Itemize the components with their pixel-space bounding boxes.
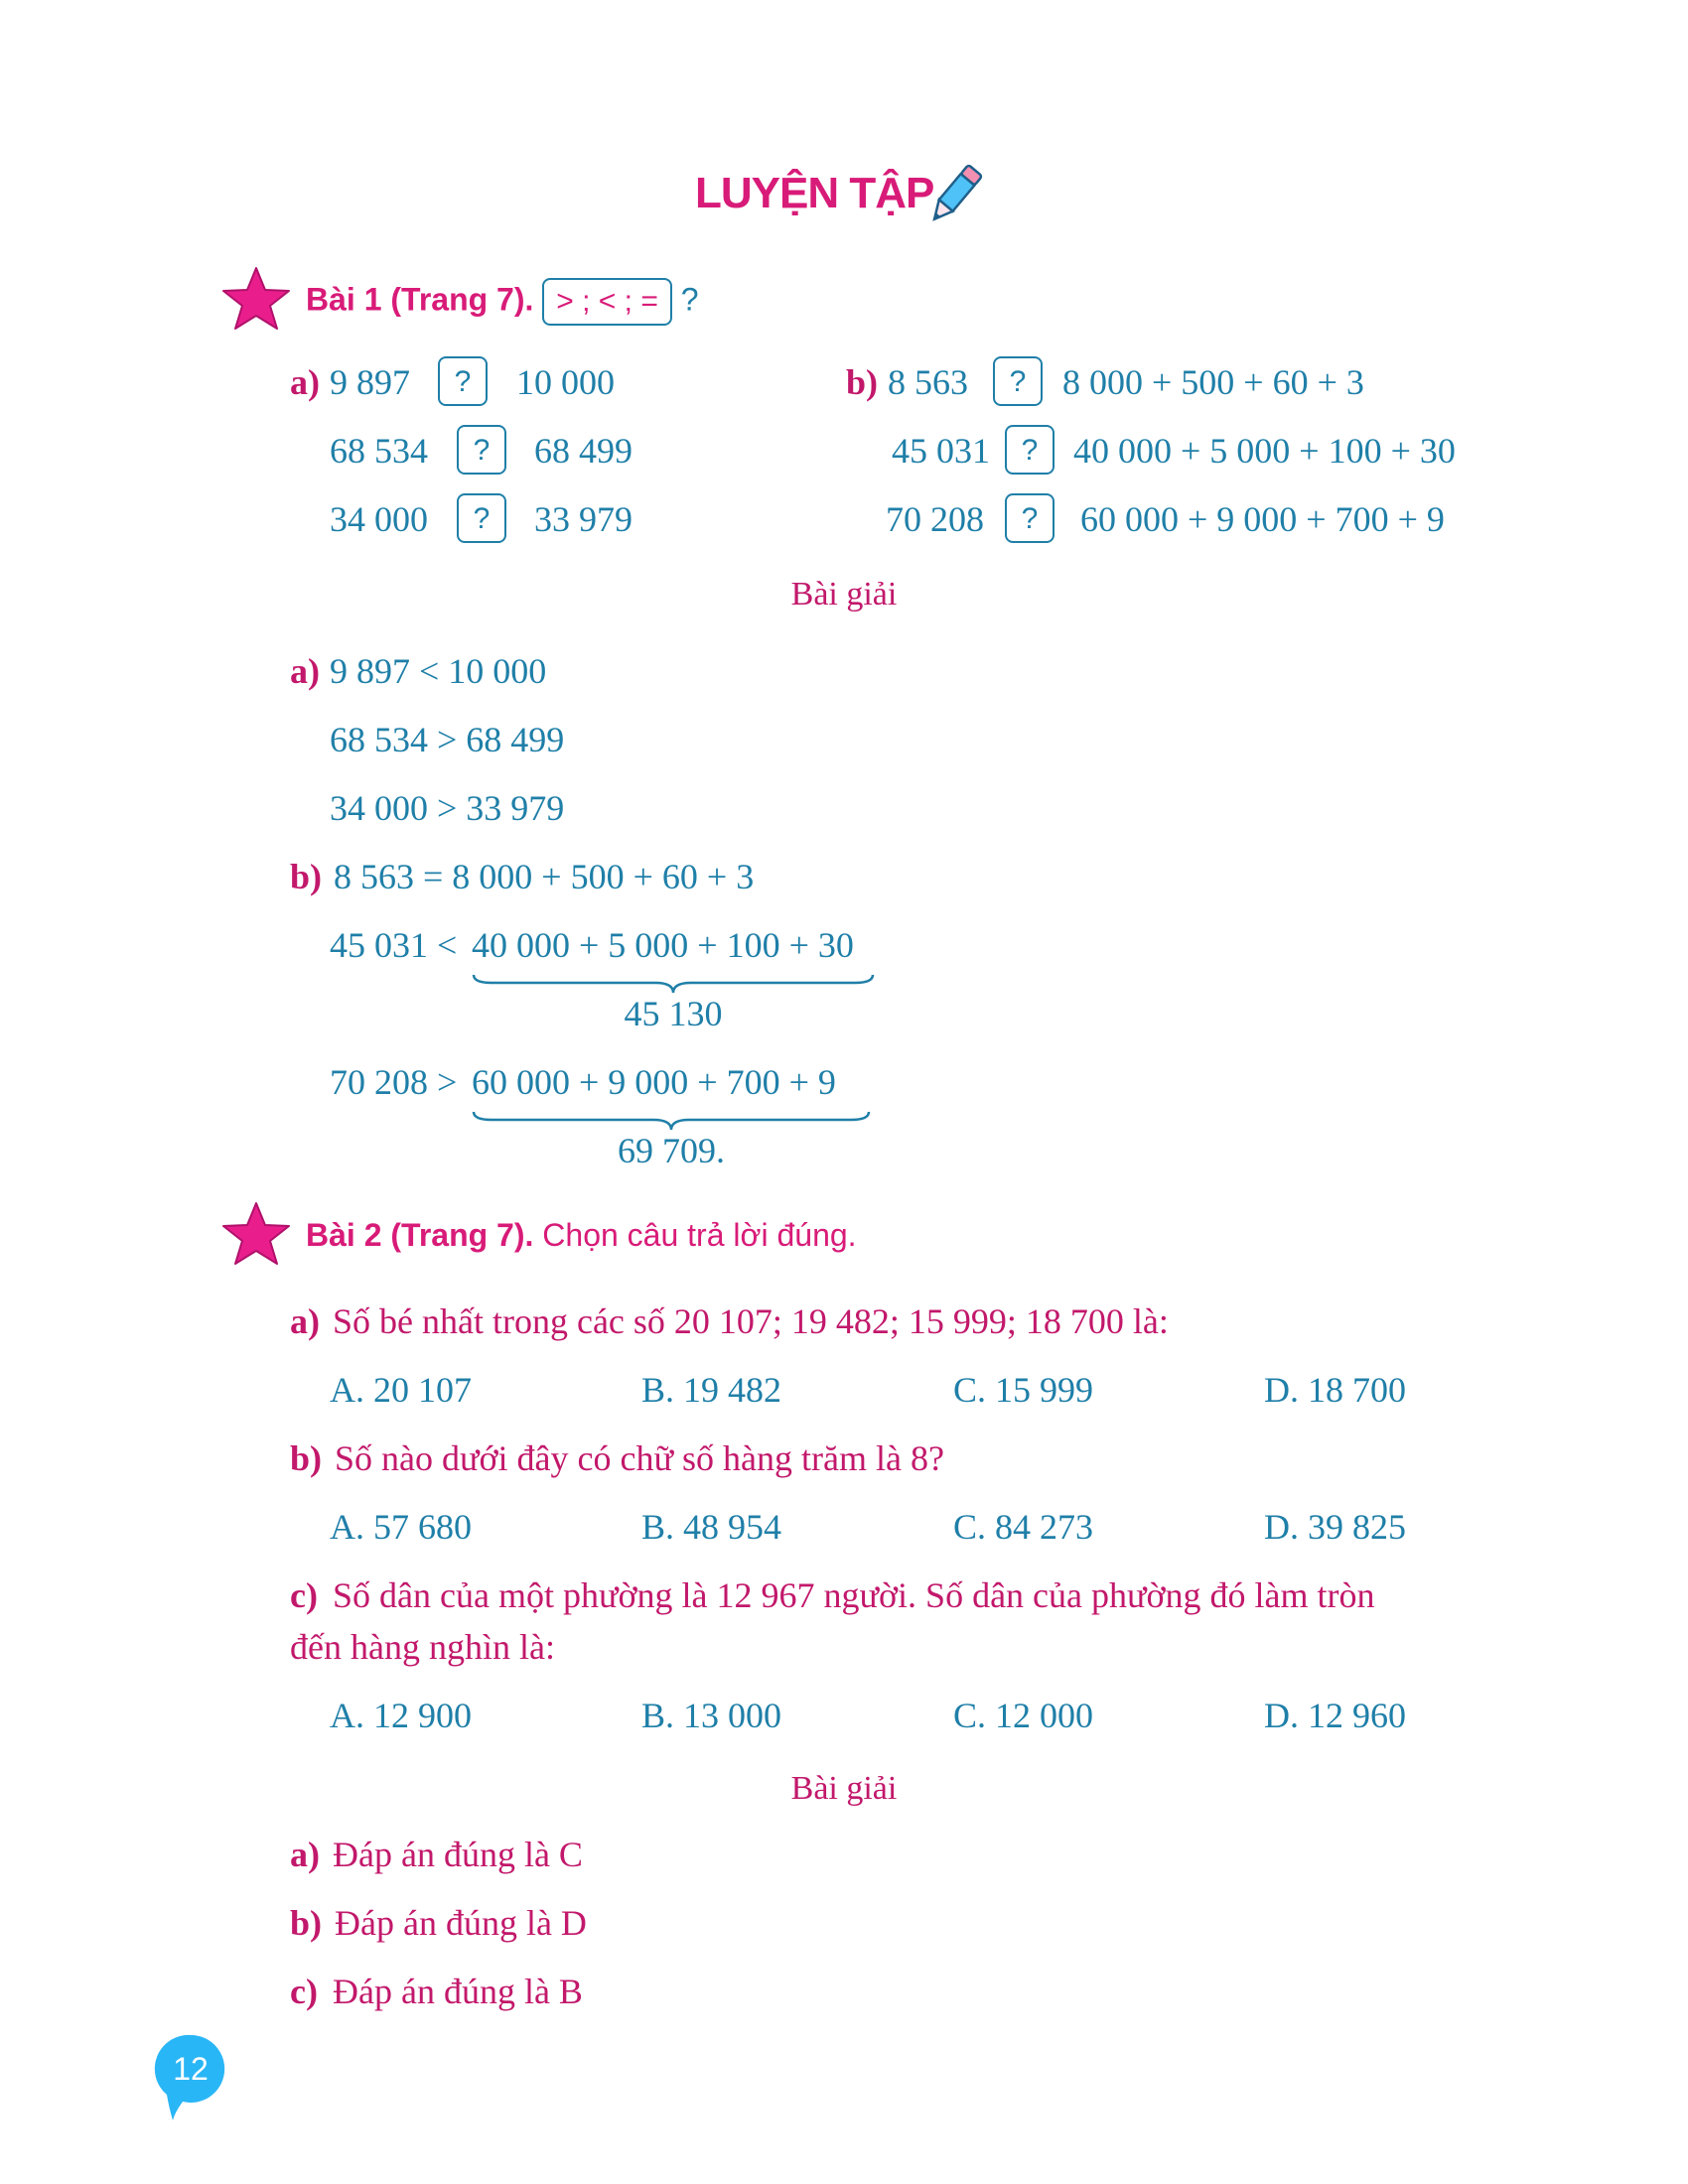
ex1-sol-b-2-total: 45 130 (624, 994, 723, 1033)
ex2-qa-option-c[interactable]: C. 15 999 (953, 1370, 1094, 1410)
ex1-a-row-1-left: 9 897 (330, 362, 410, 402)
page-number: 12 (173, 2051, 209, 2087)
ex2-qa-option-a[interactable]: A. 20 107 (330, 1370, 472, 1410)
comparison-signs-box: > ; < ; = (542, 278, 672, 326)
ex1-a-row-3-right: 33 979 (534, 499, 633, 539)
ex1-b-row-2-right: 40 000 + 5 000 + 100 + 30 (1073, 431, 1456, 471)
ex2-answer-c-label: c) (290, 1972, 318, 2011)
ex2-solution-heading: Bài giải (790, 1770, 898, 1807)
exercise-1-title: Bài 1 (Trang 7). (306, 281, 534, 318)
ex2-qc-option-b[interactable]: B. 13 000 (641, 1696, 782, 1735)
ex1-solution-heading: Bài giải (790, 576, 898, 613)
ex2-qb-option-d[interactable]: D. 39 825 (1264, 1507, 1406, 1547)
ex2-qc-option-a[interactable]: A. 12 900 (330, 1696, 472, 1735)
ex2-answer-b-label: b) (290, 1903, 323, 1943)
pencil-icon (923, 161, 985, 230)
ex1-sol-b-label: b) (290, 857, 323, 896)
ex2-qb-option-a[interactable]: A. 57 680 (330, 1507, 472, 1547)
ex1-sol-a-2: 68 534 > 68 499 (330, 720, 565, 759)
ex1-sol-a-1: 9 897 < 10 000 (330, 651, 547, 691)
ex1-a-row-1-right: 10 000 (516, 362, 615, 402)
ex2-qb-text: Số nào dưới đây có chữ số hàng trăm là 8? (335, 1438, 944, 1478)
ex1-part-a-label: a) (290, 362, 320, 402)
exercise-2-heading (306, 1217, 857, 1254)
ex1-a-row-3-left: 34 000 (330, 499, 428, 539)
ex2-answer-a-label: a) (290, 1835, 320, 1874)
answer-box[interactable]: ? (993, 356, 1043, 406)
ex1-b-row-1-left: 8 563 (888, 362, 968, 402)
ex2-qc-text-line-1: Số dân của một phường là 12 967 người. Số dân của phường đó làm tròn (333, 1575, 1375, 1615)
ex1-b-row-2-left: 45 031 (892, 431, 990, 471)
exercise-1-heading (306, 278, 699, 326)
ex1-sol-b-2-left: 45 031 < (330, 925, 458, 965)
exercise-2-instruction: Chọn câu trả lời đúng. (542, 1217, 857, 1253)
answer-box[interactable]: ? (438, 356, 488, 406)
ex1-b-row-1-right: 8 000 + 500 + 60 + 3 (1062, 362, 1364, 402)
answer-box[interactable]: ? (1005, 425, 1055, 475)
star-icon (220, 1201, 292, 1267)
ex1-sol-a-3: 34 000 > 33 979 (330, 788, 565, 828)
ex1-sol-b-3-total: 69 709. (618, 1131, 725, 1170)
answer-box[interactable]: ? (457, 493, 506, 543)
ex2-qc-option-c[interactable]: C. 12 000 (953, 1696, 1094, 1735)
ex1-sol-b-3-left: 70 208 > (330, 1062, 458, 1102)
exercise-2-title: Bài 2 (Trang 7). (306, 1217, 534, 1253)
ex2-answer-b: Đáp án đúng là D (335, 1903, 587, 1943)
ex1-b-row-3-right: 60 000 + 9 000 + 700 + 9 (1080, 499, 1445, 539)
ex2-qa-text: Số bé nhất trong các số 20 107; 19 482; 15 999; 18 700 là: (333, 1301, 1169, 1341)
ex1-b-row-3-left: 70 208 (886, 499, 984, 539)
ex1-a-row-2-left: 68 534 (330, 431, 428, 471)
exercise-1-question-mark: ? (680, 281, 699, 318)
ex2-qc-text-line-2: đến hàng nghìn là: (290, 1627, 555, 1667)
ex2-qa-label: a) (290, 1301, 320, 1341)
ex2-answer-c: Đáp án đúng là B (333, 1972, 583, 2011)
ex2-qc-label: c) (290, 1575, 318, 1615)
ex1-sol-b-1: 8 563 = 8 000 + 500 + 60 + 3 (334, 857, 755, 896)
ex2-qb-label: b) (290, 1438, 323, 1478)
ex1-sol-b-3-sum: 60 000 + 9 000 + 700 + 9 (472, 1062, 836, 1102)
answer-box[interactable]: ? (457, 425, 506, 475)
answer-box[interactable]: ? (1005, 493, 1055, 543)
ex1-sol-b-2-sum: 40 000 + 5 000 + 100 + 30 (472, 925, 854, 965)
ex2-qa-option-d[interactable]: D. 18 700 (1264, 1370, 1406, 1410)
ex1-part-b-label: b) (846, 362, 879, 402)
star-icon (220, 266, 292, 332)
ex2-answer-a: Đáp án đúng là C (333, 1835, 583, 1874)
ex2-qb-option-b[interactable]: B. 48 954 (641, 1507, 782, 1547)
ex2-qa-option-b[interactable]: B. 19 482 (641, 1370, 782, 1410)
page-title: LUYỆN TẬP (695, 169, 934, 217)
ex1-a-row-2-right: 68 499 (534, 431, 633, 471)
ex1-sol-a-label: a) (290, 651, 320, 691)
ex2-qb-option-c[interactable]: C. 84 273 (953, 1507, 1094, 1547)
ex2-qc-option-d[interactable]: D. 12 960 (1264, 1696, 1406, 1735)
